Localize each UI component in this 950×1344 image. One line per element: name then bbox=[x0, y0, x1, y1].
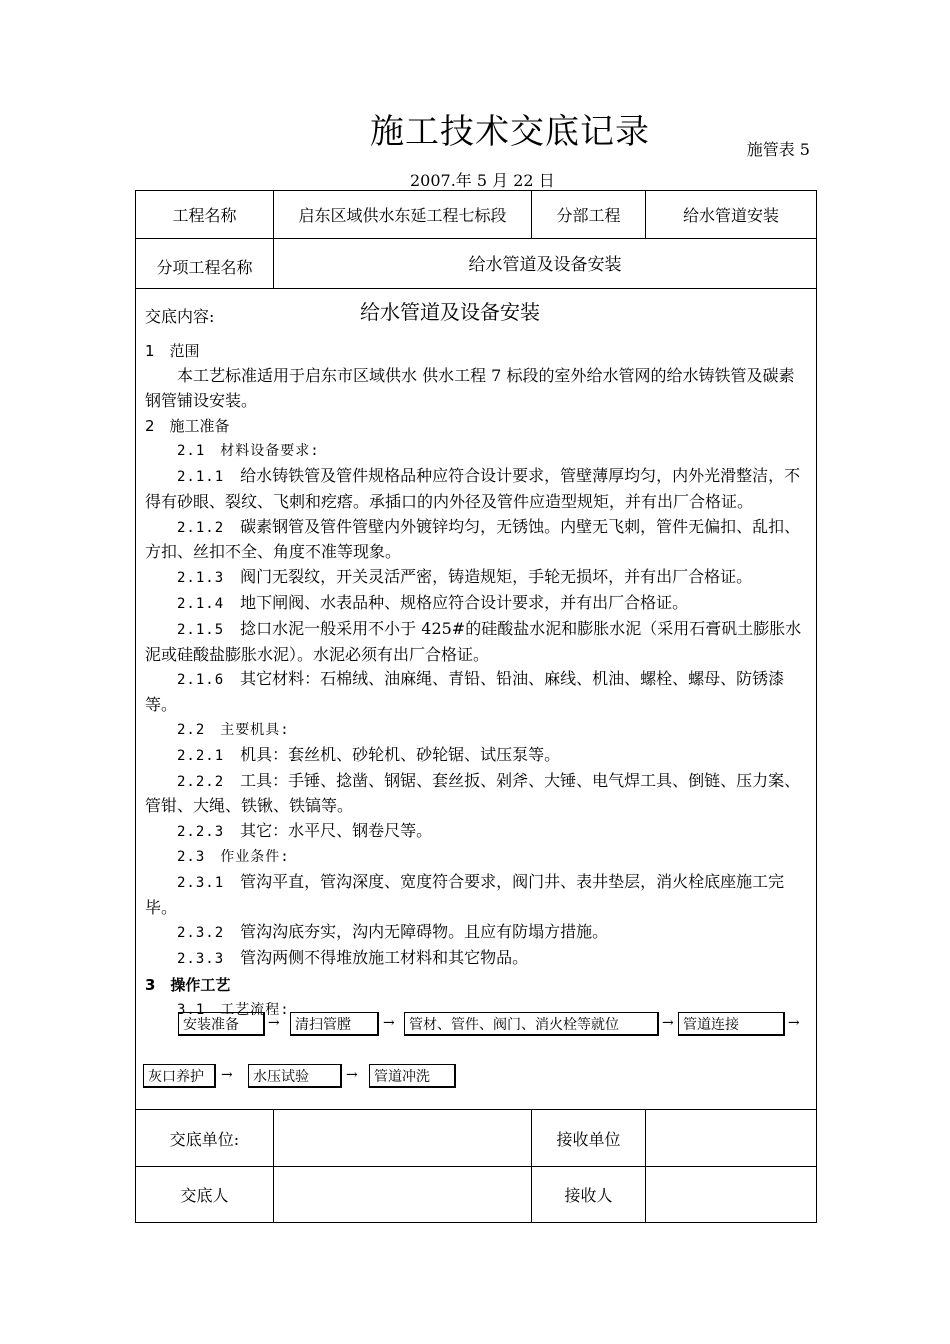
subitem-value: 给水管道及设备安装 bbox=[468, 255, 622, 275]
flow-arrow: → bbox=[221, 1067, 233, 1083]
item-text: 机具：套丝机、砂轮机、砂轮锯、试压泵等。 bbox=[240, 744, 561, 764]
receiver-unit-field[interactable] bbox=[646, 1110, 816, 1166]
flow-arrow: → bbox=[383, 1015, 395, 1031]
content-label: 交底内容: bbox=[145, 307, 215, 326]
section-3-1: 3.1 工艺流程: bbox=[177, 1001, 290, 1018]
item-2-2-1 bbox=[145, 743, 810, 769]
item-number: 2.1.1 bbox=[177, 468, 225, 485]
item-2-1-1 bbox=[145, 464, 810, 515]
item-2-1-5 bbox=[145, 617, 810, 668]
item-2-1-2 bbox=[145, 515, 810, 566]
item-text: 阀门无裂纹，开关灵活严密，铸造规矩，手轮无损坏，并有出厂合格证。 bbox=[240, 567, 753, 587]
item-number: 2.3.2 bbox=[177, 925, 225, 942]
section-1-title: 1 范围 bbox=[145, 342, 200, 360]
flow-step: 清扫管膛 bbox=[290, 1012, 379, 1036]
item-text: 其它：水平尺、钢卷尺等。 bbox=[240, 821, 433, 841]
item-text: 管沟平直，管沟深度、宽度符合要求，阀门井、表井垫层，消火栓底座施工完毕。 bbox=[145, 871, 785, 917]
item-number: 2.2.3 bbox=[177, 824, 225, 841]
item-2-3-1 bbox=[145, 870, 810, 921]
item-2-2-2 bbox=[145, 769, 810, 820]
issuer-unit-field[interactable] bbox=[274, 1110, 531, 1166]
item-number: 2.1.2 bbox=[177, 519, 225, 536]
receiver-person-field[interactable] bbox=[646, 1167, 816, 1222]
division-label: 分部工程 bbox=[556, 206, 621, 225]
flow-arrow: → bbox=[788, 1015, 800, 1031]
item-number: 2.3.3 bbox=[177, 951, 225, 968]
issuer-unit-label: 交底单位: bbox=[169, 1129, 240, 1149]
issuer-person-label: 交底人 bbox=[180, 1186, 229, 1205]
flow-step: 水压试验 bbox=[248, 1064, 342, 1088]
form-number: 施管表 5 bbox=[746, 140, 810, 159]
item-number: 2.1.3 bbox=[177, 570, 225, 587]
section-2-title: 2 施工准备 bbox=[145, 417, 230, 436]
division-value: 给水管道安装 bbox=[682, 206, 779, 225]
item-number: 2.2.2 bbox=[177, 773, 225, 790]
section-2-2: 2.2 主要机具: bbox=[177, 721, 290, 738]
item-2-1-3 bbox=[145, 565, 810, 591]
item-text: 管沟两侧不得堆放施工材料和其它物品。 bbox=[240, 948, 529, 968]
project-name-value: 启东区域供水东延工程七标段 bbox=[298, 206, 507, 225]
item-number: 2.1.4 bbox=[177, 595, 225, 612]
item-text: 管沟沟底夯实，沟内无障碍物。且应有防塌方措施。 bbox=[240, 922, 609, 942]
flow-step: 安装准备 bbox=[178, 1012, 265, 1036]
section-2-1: 2.1 材料设备要求: bbox=[177, 443, 320, 460]
item-2-3-2 bbox=[145, 920, 810, 946]
page-title: 施工技术交底记录 bbox=[370, 112, 650, 152]
item-2-3-3 bbox=[145, 946, 810, 972]
section-3-title: 3 操作工艺 bbox=[145, 975, 231, 994]
flow-step: 管材、管件、阀门、消火栓等就位 bbox=[404, 1012, 659, 1036]
item-text: 其它材料：石棉绒、油麻绳、青铅、铅油、麻线、机油、螺栓、螺母、防锈漆等。 bbox=[145, 669, 785, 715]
item-text: 给水铸铁管及管件规格品种应符合设计要求，管壁薄厚均匀，内外光滑整洁，不得有砂眼、裂纹、飞刺和疙瘩。承插口的内外径及管件应造型规矩，并有出厂合格证。 bbox=[145, 465, 801, 511]
item-number: 2.3.1 bbox=[177, 874, 225, 891]
flow-step: 管道冲洗 bbox=[369, 1064, 456, 1088]
content-body bbox=[145, 338, 810, 1023]
flow-step: 管道连接 bbox=[678, 1012, 785, 1036]
item-number: 2.2.1 bbox=[177, 747, 225, 764]
item-text: 碳素钢管及管件管壁内外镀锌均匀，无锈蚀。内壁无飞刺，管件无偏扣、乱扣、方扣、丝扣不全、角度不准等现象。 bbox=[145, 516, 801, 562]
section-2-3: 2.3 作业条件: bbox=[177, 848, 290, 865]
subitem-label: 分项工程名称 bbox=[156, 258, 253, 277]
item-number: 2.1.6 bbox=[177, 672, 225, 689]
flow-arrow: → bbox=[662, 1015, 674, 1031]
section-1-text: 本工艺标准适用于启东市区域供水 供水工程 7 标段的室外给水管网的给水铸铁管及碳素钢管铺设安装。 bbox=[145, 365, 795, 410]
flow-arrow: → bbox=[268, 1015, 280, 1031]
item-text: 地下闸阀、水表品种、规格应符合设计要求，并有出厂合格证。 bbox=[240, 592, 689, 612]
record-date: 2007.年 5 月 22 日 bbox=[410, 171, 555, 190]
item-2-2-3 bbox=[145, 819, 810, 845]
item-number: 2.1.5 bbox=[177, 621, 225, 638]
flow-arrow: → bbox=[346, 1067, 358, 1083]
issuer-person-field[interactable] bbox=[274, 1167, 531, 1222]
flow-step: 灰口养护 bbox=[143, 1064, 216, 1088]
item-2-1-4 bbox=[145, 591, 810, 617]
item-2-1-6 bbox=[145, 667, 810, 718]
item-text: 捻口水泥一般采用不小于 425#的硅酸盐水泥和膨胀水泥（采用石膏矾土膨胀水泥或硅酸盐膨胀水泥）。水泥必须有出厂合格证。 bbox=[145, 618, 802, 664]
project-name-label: 工程名称 bbox=[172, 206, 237, 225]
receiver-unit-label: 接收单位 bbox=[556, 1129, 621, 1149]
receiver-person-label: 接收人 bbox=[564, 1186, 613, 1205]
item-text: 工具：手锤、捻凿、钢锯、套丝扳、剁斧、大锤、电气焊工具、倒链、压力案、管钳、大绳、铁锹、铁镐等。 bbox=[145, 770, 801, 816]
content-heading: 给水管道及设备安装 bbox=[360, 300, 540, 324]
